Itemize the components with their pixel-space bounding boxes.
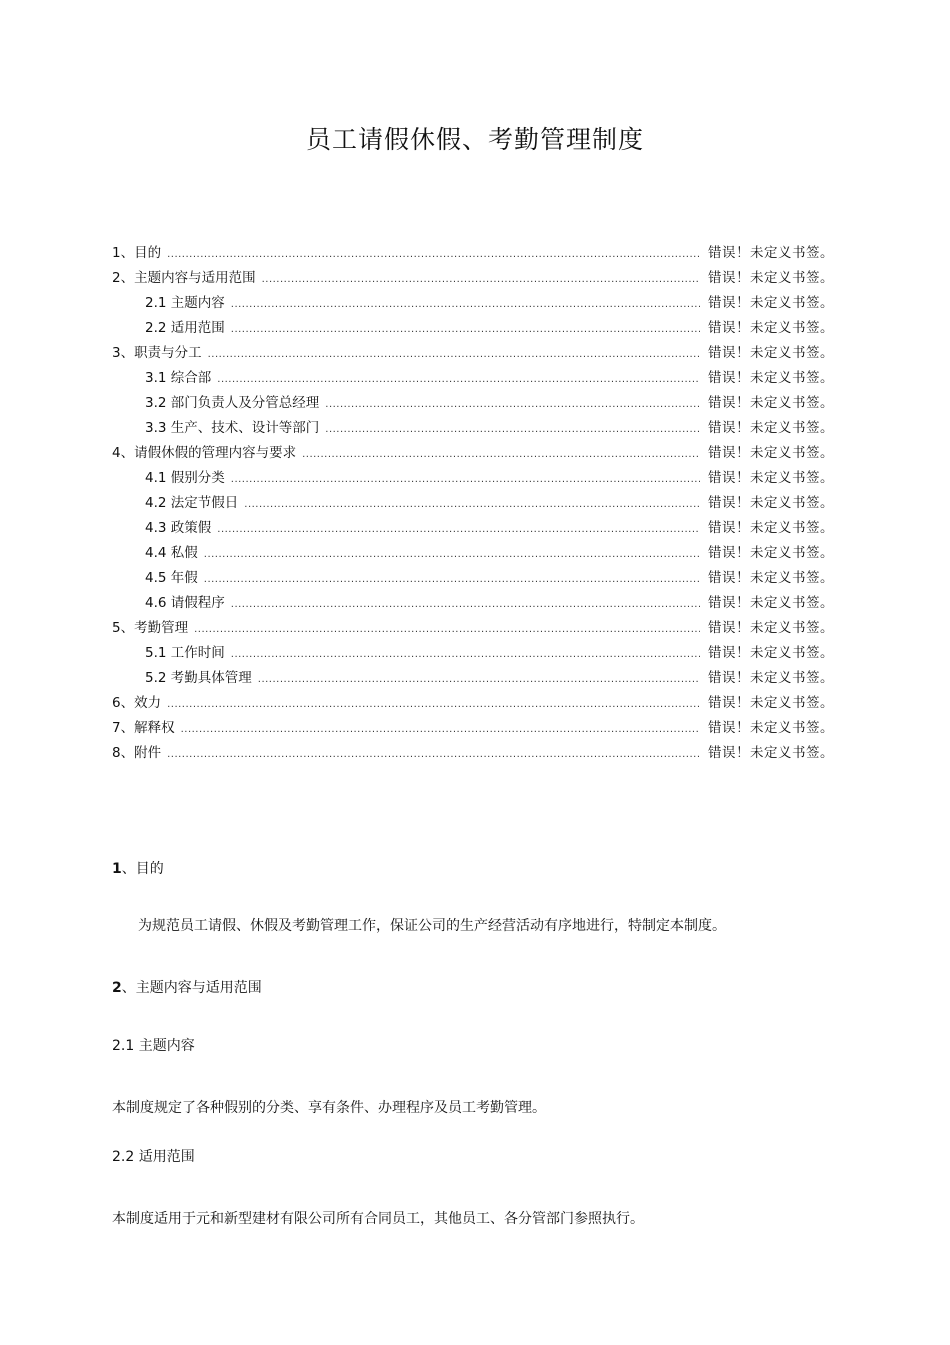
toc-item[interactable]	[112, 543, 840, 568]
toc-leader-dots	[325, 395, 700, 415]
section-1-paragraph: 为规范员工请假、休假及考勤管理工作，保证公司的生产经营活动有序地进行，特制定本制度。	[138, 918, 726, 934]
toc-item-label: 4.3 政策假	[145, 520, 212, 536]
toc-item-label: 2.1 主题内容	[145, 295, 225, 311]
toc-item[interactable]	[112, 418, 840, 443]
toc-item[interactable]	[112, 468, 840, 493]
toc-leader-dots	[204, 570, 700, 590]
toc-item[interactable]	[112, 518, 840, 543]
toc-item[interactable]	[112, 443, 840, 468]
toc-item[interactable]	[112, 593, 840, 618]
section-number: 1	[112, 861, 122, 877]
table-of-contents	[112, 243, 840, 768]
toc-item-ref: 错误！未定义书签。	[708, 395, 834, 411]
toc-leader-dots	[231, 470, 700, 490]
toc-item-label: 3.3 生产、技术、设计等部门	[145, 420, 320, 436]
toc-leader-dots	[258, 670, 700, 690]
toc-item-label: 3.1 综合部	[145, 370, 212, 386]
toc-leader-dots	[231, 595, 700, 615]
toc-leader-dots	[204, 545, 700, 565]
toc-leader-dots	[181, 720, 700, 740]
toc-item-label: 2、主题内容与适用范围	[112, 270, 256, 286]
toc-leader-dots	[262, 270, 700, 290]
toc-leader-dots	[194, 620, 700, 640]
toc-item-label: 4.4 私假	[145, 545, 198, 561]
toc-item-ref: 错误！未定义书签。	[708, 545, 834, 561]
toc-item-label: 3.2 部门负责人及分管总经理	[145, 395, 320, 411]
section-heading-2	[112, 977, 852, 997]
toc-item-label: 8、附件	[112, 745, 162, 761]
subsection-heading-2-2: 2.2 适用范围	[112, 1149, 195, 1165]
subsection-2-1-paragraph: 本制度规定了各种假别的分类、享有条件、办理程序及员工考勤管理。	[112, 1100, 546, 1116]
toc-leader-dots	[302, 445, 700, 465]
toc-item[interactable]	[112, 318, 840, 343]
toc-leader-dots	[244, 495, 700, 515]
toc-item-label: 5、考勤管理	[112, 620, 189, 636]
toc-item-ref: 错误！未定义书签。	[708, 470, 834, 486]
toc-item[interactable]	[112, 343, 840, 368]
toc-item-ref: 错误！未定义书签。	[708, 695, 834, 711]
toc-item-label: 4.6 请假程序	[145, 595, 225, 611]
toc-item-ref: 错误！未定义书签。	[708, 570, 834, 586]
toc-item-label: 4、请假休假的管理内容与要求	[112, 445, 297, 461]
toc-item[interactable]	[112, 368, 840, 393]
toc-item[interactable]	[112, 268, 840, 293]
toc-item[interactable]	[112, 693, 840, 718]
toc-item[interactable]	[112, 568, 840, 593]
toc-item-ref: 错误！未定义书签。	[708, 595, 834, 611]
section-heading-1	[112, 858, 852, 878]
toc-item-label: 4.5 年假	[145, 570, 198, 586]
toc-item-ref: 错误！未定义书签。	[708, 520, 834, 536]
toc-item-ref: 错误！未定义书签。	[708, 295, 834, 311]
toc-leader-dots	[325, 420, 700, 440]
toc-item-label: 6、效力	[112, 695, 162, 711]
toc-item-ref: 错误！未定义书签。	[708, 420, 834, 436]
toc-item-label: 3、职责与分工	[112, 345, 202, 361]
toc-item[interactable]	[112, 643, 840, 668]
toc-leader-dots	[217, 370, 700, 390]
toc-item-label: 4.2 法定节假日	[145, 495, 239, 511]
toc-item-ref: 错误！未定义书签。	[708, 495, 834, 511]
toc-item[interactable]	[112, 668, 840, 693]
toc-item-label: 4.1 假别分类	[145, 470, 225, 486]
toc-leader-dots	[167, 245, 700, 265]
toc-item-ref: 错误！未定义书签。	[708, 270, 834, 286]
section-title: 、目的	[121, 861, 164, 877]
toc-item-ref: 错误！未定义书签。	[708, 320, 834, 336]
toc-leader-dots	[231, 320, 700, 340]
toc-leader-dots	[167, 695, 700, 715]
toc-item-ref: 错误！未定义书签。	[708, 620, 834, 636]
toc-item-ref: 错误！未定义书签。	[708, 445, 834, 461]
document-title: 员工请假休假、考勤管理制度	[305, 125, 644, 154]
toc-leader-dots	[231, 645, 700, 665]
subsection-2-2-paragraph: 本制度适用于元和新型建材有限公司所有合同员工，其他员工、各分管部门参照执行。	[112, 1211, 644, 1227]
toc-item-label: 1、目的	[112, 245, 162, 261]
toc-leader-dots	[231, 295, 700, 315]
section-title: 、主题内容与适用范围	[121, 980, 262, 996]
toc-item[interactable]	[112, 393, 840, 418]
toc-item-ref: 错误！未定义书签。	[708, 720, 834, 736]
toc-item-label: 5.1 工作时间	[145, 645, 225, 661]
toc-item-ref: 错误！未定义书签。	[708, 345, 834, 361]
toc-item-ref: 错误！未定义书签。	[708, 370, 834, 386]
toc-item[interactable]	[112, 243, 840, 268]
subsection-heading-2-1: 2.1 主题内容	[112, 1038, 195, 1054]
toc-leader-dots	[217, 520, 700, 540]
toc-item[interactable]	[112, 293, 840, 318]
section-number: 2	[112, 980, 122, 996]
toc-item-ref: 错误！未定义书签。	[708, 645, 834, 661]
toc-item[interactable]	[112, 618, 840, 643]
toc-item[interactable]	[112, 743, 840, 768]
toc-item-ref: 错误！未定义书签。	[708, 745, 834, 761]
toc-item[interactable]	[112, 493, 840, 518]
toc-item-label: 7、解释权	[112, 720, 175, 736]
toc-item-label: 2.2 适用范围	[145, 320, 225, 336]
toc-item-ref: 错误！未定义书签。	[708, 245, 834, 261]
toc-item[interactable]	[112, 718, 840, 743]
toc-item-ref: 错误！未定义书签。	[708, 670, 834, 686]
toc-item-label: 5.2 考勤具体管理	[145, 670, 252, 686]
toc-leader-dots	[167, 745, 700, 765]
toc-leader-dots	[208, 345, 700, 365]
